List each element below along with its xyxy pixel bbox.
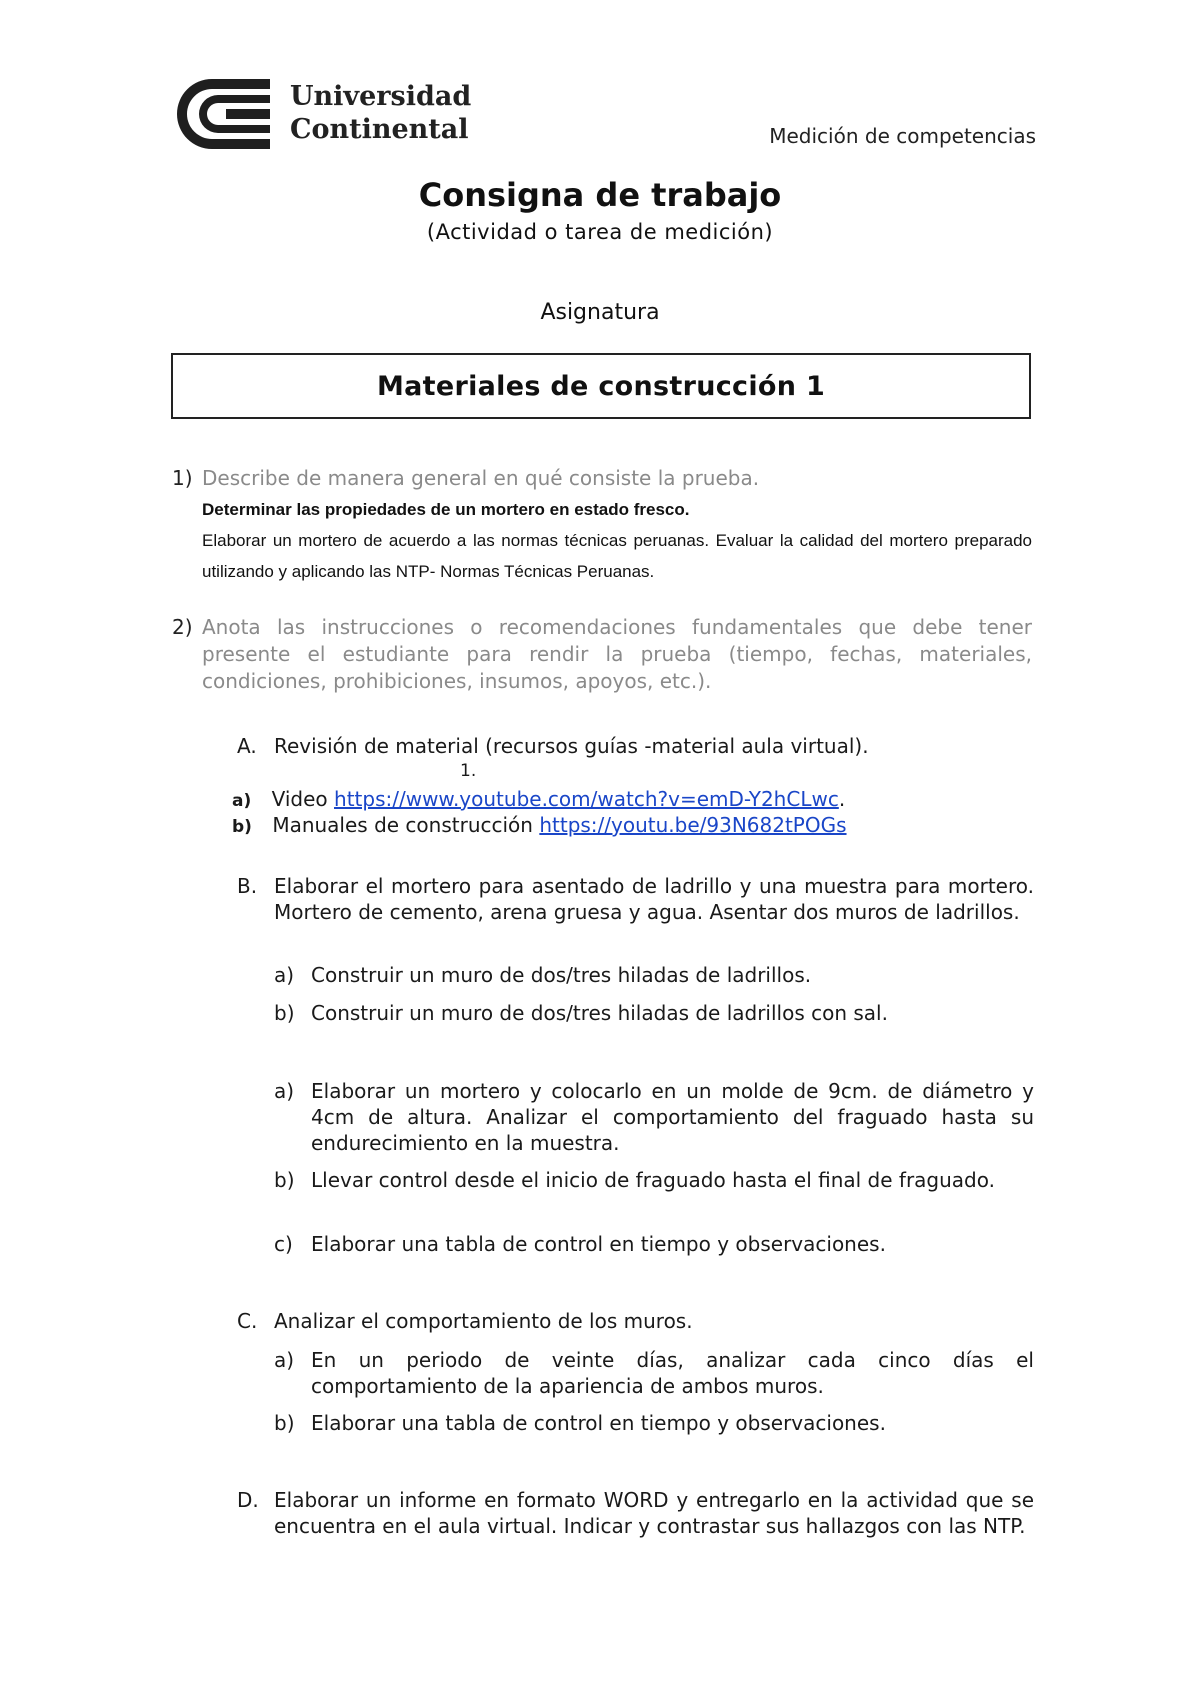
item-label: a) [232, 791, 252, 811]
section-a-label: A. [237, 734, 257, 758]
logo-line-1: Universidad [290, 81, 472, 112]
section-b-item-label: c) [274, 1232, 293, 1256]
item-text: Manuales de construcción [272, 813, 540, 837]
section-c-item-text: En un periodo de veinte días, analizar cada cinco días el comportamiento de la apariencia de ambos muros. [311, 1348, 1034, 1398]
section-b-item-text: Elaborar una tabla de control en tiempo y observaciones. [311, 1232, 886, 1256]
university-logo-icon [172, 75, 272, 153]
question-2-text: Anota las instrucciones o recomendaciones fundamentales que debe tener presente el estudiante para rendir la prueba (tiempo, fechas, materiales, condiciones, prohibiciones, insumos, apoyos, etc.). [202, 615, 1032, 693]
section-a-stray-number: 1. [460, 761, 477, 781]
logo-wordmark [290, 80, 471, 146]
page-title: Consigna de trabajo [418, 176, 782, 214]
question-1-answer [202, 494, 1032, 587]
video-link[interactable]: https://www.youtube.com/watch?v=emD-Y2hCLwc [334, 787, 839, 811]
item-label: b) [232, 817, 252, 837]
section-a-text: Revisión de material (recursos guías -material aula virtual). [274, 734, 869, 758]
page-subtitle: (Actividad o tarea de medición) [426, 220, 774, 244]
section-b-item-text: Llevar control desde el inicio de fraguado hasta el final de fraguado. [311, 1168, 995, 1192]
section-b-item-label: a) [274, 963, 295, 987]
section-b-item-text: Construir un muro de dos/tres hiladas de ladrillos. [311, 963, 812, 987]
item-punct: . [838, 787, 846, 811]
item-text: Video [271, 787, 335, 811]
section-b-item-label: b) [274, 1168, 295, 1192]
section-c-item-label: a) [274, 1348, 295, 1372]
section-c-item-text: Elaborar una tabla de control en tiempo y observaciones. [311, 1411, 886, 1435]
section-d-label: D. [237, 1488, 259, 1512]
section-c-item-label: b) [274, 1411, 295, 1435]
section-b-text: Elaborar el mortero para asentado de ladrillo y una muestra para mortero. Mortero de cemento, arena gruesa y agua. Asentar dos muros de ladrillos. [274, 874, 1034, 924]
section-b-item-text: Elaborar un mortero y colocarlo en un molde de 9cm. de diámetro y 4cm de altura. Analizar el comportamiento del fraguado hasta su endurecimiento en la muestra. [311, 1079, 1034, 1155]
header-label: Medición de competencias [769, 124, 1036, 148]
course-name-box [171, 353, 1031, 419]
section-c-label: C. [237, 1309, 258, 1333]
question-1-text: Describe de manera general en qué consiste la prueba. [202, 466, 760, 490]
course-name: Materiales de construcción 1 [376, 370, 826, 402]
section-b-item-label: a) [274, 1079, 295, 1103]
section-a-item-a [232, 786, 845, 814]
section-c-text: Analizar el comportamiento de los muros. [274, 1309, 693, 1333]
logo-line-2: Continental [290, 114, 469, 145]
section-d-text: Elaborar un informe en formato WORD y entregarlo en la actividad que se encuentra en el aula virtual. Indicar y contrastar sus hallazgos con las NTP. [274, 1488, 1034, 1538]
question-2-number: 2) [172, 615, 193, 639]
asignatura-label: Asignatura [540, 300, 660, 325]
answer-bold-line: Determinar las propiedades de un mortero en estado fresco. [202, 500, 690, 519]
manual-link[interactable]: https://youtu.be/93N682tPOGs [539, 813, 847, 837]
question-1-number: 1) [172, 466, 193, 490]
section-b-item-label: b) [274, 1001, 295, 1025]
section-b-label: B. [237, 874, 258, 898]
section-b-item-text: Construir un muro de dos/tres hiladas de ladrillos con sal. [311, 1001, 888, 1025]
answer-paragraph: Elaborar un mortero de acuerdo a las normas técnicas peruanas. Evaluar la calidad del mortero preparado utilizando y aplicando las NTP- Normas Técnicas Peruanas. [202, 531, 1032, 581]
section-a-item-b [232, 812, 847, 840]
